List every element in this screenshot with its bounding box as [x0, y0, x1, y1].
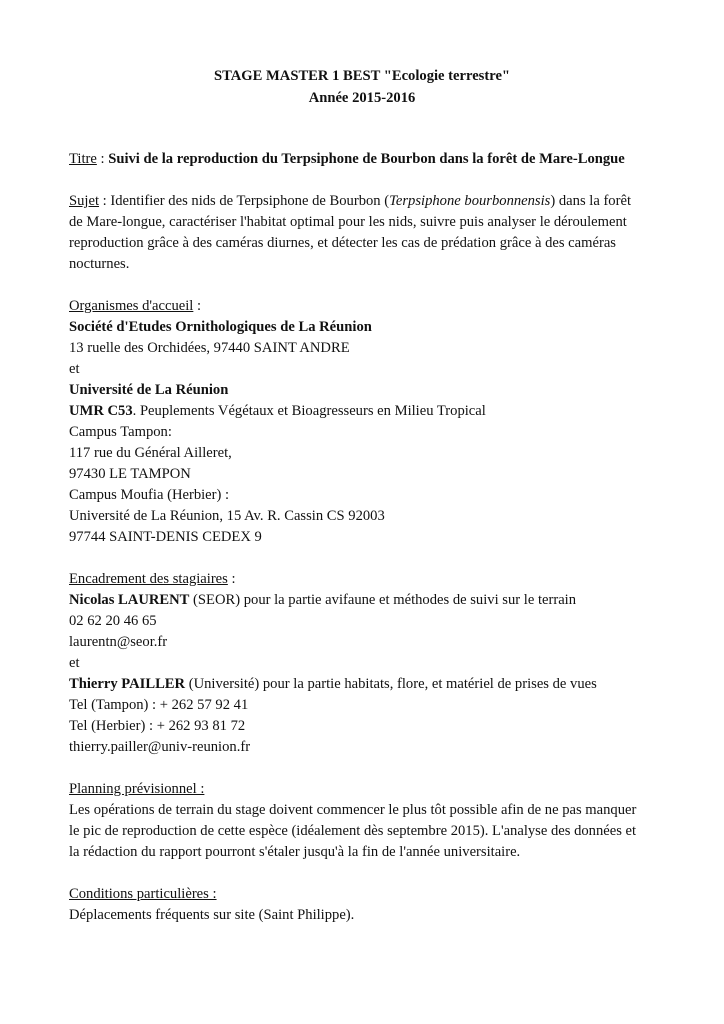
sujet-line-3: reproduction grâce à des caméras diurnes, et détecter les cas de prédation grâce à des caméras [69, 235, 616, 251]
titre-separator: : [96, 151, 109, 167]
sujet-label: Sujet [69, 193, 99, 209]
seor-address: 13 ruelle des Orchidées, 97440 SAINT ANDRE [69, 340, 350, 356]
sujet-line-2: de Mare-longue, caractériser l'habitat optimal pour les nids, suivre puis analyser le déroulement [69, 214, 627, 230]
conditions-heading [69, 886, 217, 903]
seor-name: Société d'Etudes Ornithologiques de La Réunion [69, 319, 372, 335]
titre-text: Suivi de la reproduction du Terpsiphone de Bourbon dans la forêt de Mare-Longue [108, 151, 625, 167]
umr-text: . Peuplements Végétaux et Bioagresseurs en Milieu Tropical [132, 403, 486, 419]
pailler-tel-herbier: Tel (Herbier) : + 262 93 81 72 [69, 718, 246, 734]
pailler-line [69, 676, 597, 693]
umr-line [69, 403, 486, 420]
titre-line [69, 151, 625, 168]
encadrement-et: et [69, 655, 80, 671]
tampon-street: 117 rue du Général Ailleret, [69, 445, 232, 461]
sujet-line-1 [69, 193, 631, 210]
encadrement-separator: : [227, 571, 236, 587]
pailler-tel-tampon: Tel (Tampon) : + 262 57 92 41 [69, 697, 249, 713]
conditions-text: Déplacements fréquents sur site (Saint Philippe). [69, 907, 355, 923]
sujet-text-pre: : Identifier des nids de Terpsiphone de Bourbon ( [99, 193, 390, 209]
moufia-address: Université de La Réunion, 15 Av. R. Cassin CS 92003 [69, 508, 385, 524]
pailler-email[interactable]: thierry.pailler@univ-reunion.fr [69, 739, 251, 755]
planning-line-3: la rédaction du rapport pourront s'étaler jusqu'à la fin de l'année universitaire. [69, 844, 521, 860]
tampon-city: 97430 LE TAMPON [69, 466, 191, 482]
encadrement-heading [69, 571, 236, 588]
laurent-email[interactable]: laurentn@seor.fr [69, 634, 168, 650]
planning-label: Planning prévisionnel : [69, 781, 205, 797]
titre-label: Titre [69, 151, 97, 167]
sujet-line-4: nocturnes. [69, 256, 130, 272]
organismes-et: et [69, 361, 80, 377]
document-title: STAGE MASTER 1 BEST "Ecologie terrestre" [213, 68, 511, 84]
planning-line-2: le pic de reproduction de cette espèce (idéalement dès septembre 2015). L'analyse des données et [69, 823, 637, 839]
laurent-phone: 02 62 20 46 65 [69, 613, 157, 629]
pailler-name: Thierry PAILLER [69, 676, 186, 692]
moufia-city: 97744 SAINT-DENIS CEDEX 9 [69, 529, 262, 545]
planning-line-1: Les opérations de terrain du stage doivent commencer le plus tôt possible afin de ne pas manquer [69, 802, 637, 818]
organismes-label: Organismes d'accueil [69, 298, 194, 314]
campus-moufia: Campus Moufia (Herbier) : [69, 487, 230, 503]
species-name: Terpsiphone bourbonnensis [389, 193, 551, 209]
laurent-role: (SEOR) pour la partie avifaune et méthodes de suivi sur le terrain [189, 592, 577, 608]
campus-tampon: Campus Tampon: [69, 424, 172, 440]
laurent-name: Nicolas LAURENT [69, 592, 190, 608]
academic-year: Année 2015-2016 [308, 90, 416, 106]
laurent-line [69, 592, 576, 609]
sujet-text-post: ) dans la forêt [550, 193, 631, 209]
encadrement-label: Encadrement des stagiaires [69, 571, 228, 587]
umr-code: UMR C53 [69, 403, 133, 419]
conditions-label: Conditions particulières : [69, 886, 217, 902]
planning-heading [69, 781, 204, 798]
pailler-role: (Université) pour la partie habitats, flore, et matériel de prises de vues [185, 676, 597, 692]
organismes-separator: : [193, 298, 202, 314]
univ-name: Université de La Réunion [69, 382, 229, 398]
organismes-heading [69, 298, 201, 315]
